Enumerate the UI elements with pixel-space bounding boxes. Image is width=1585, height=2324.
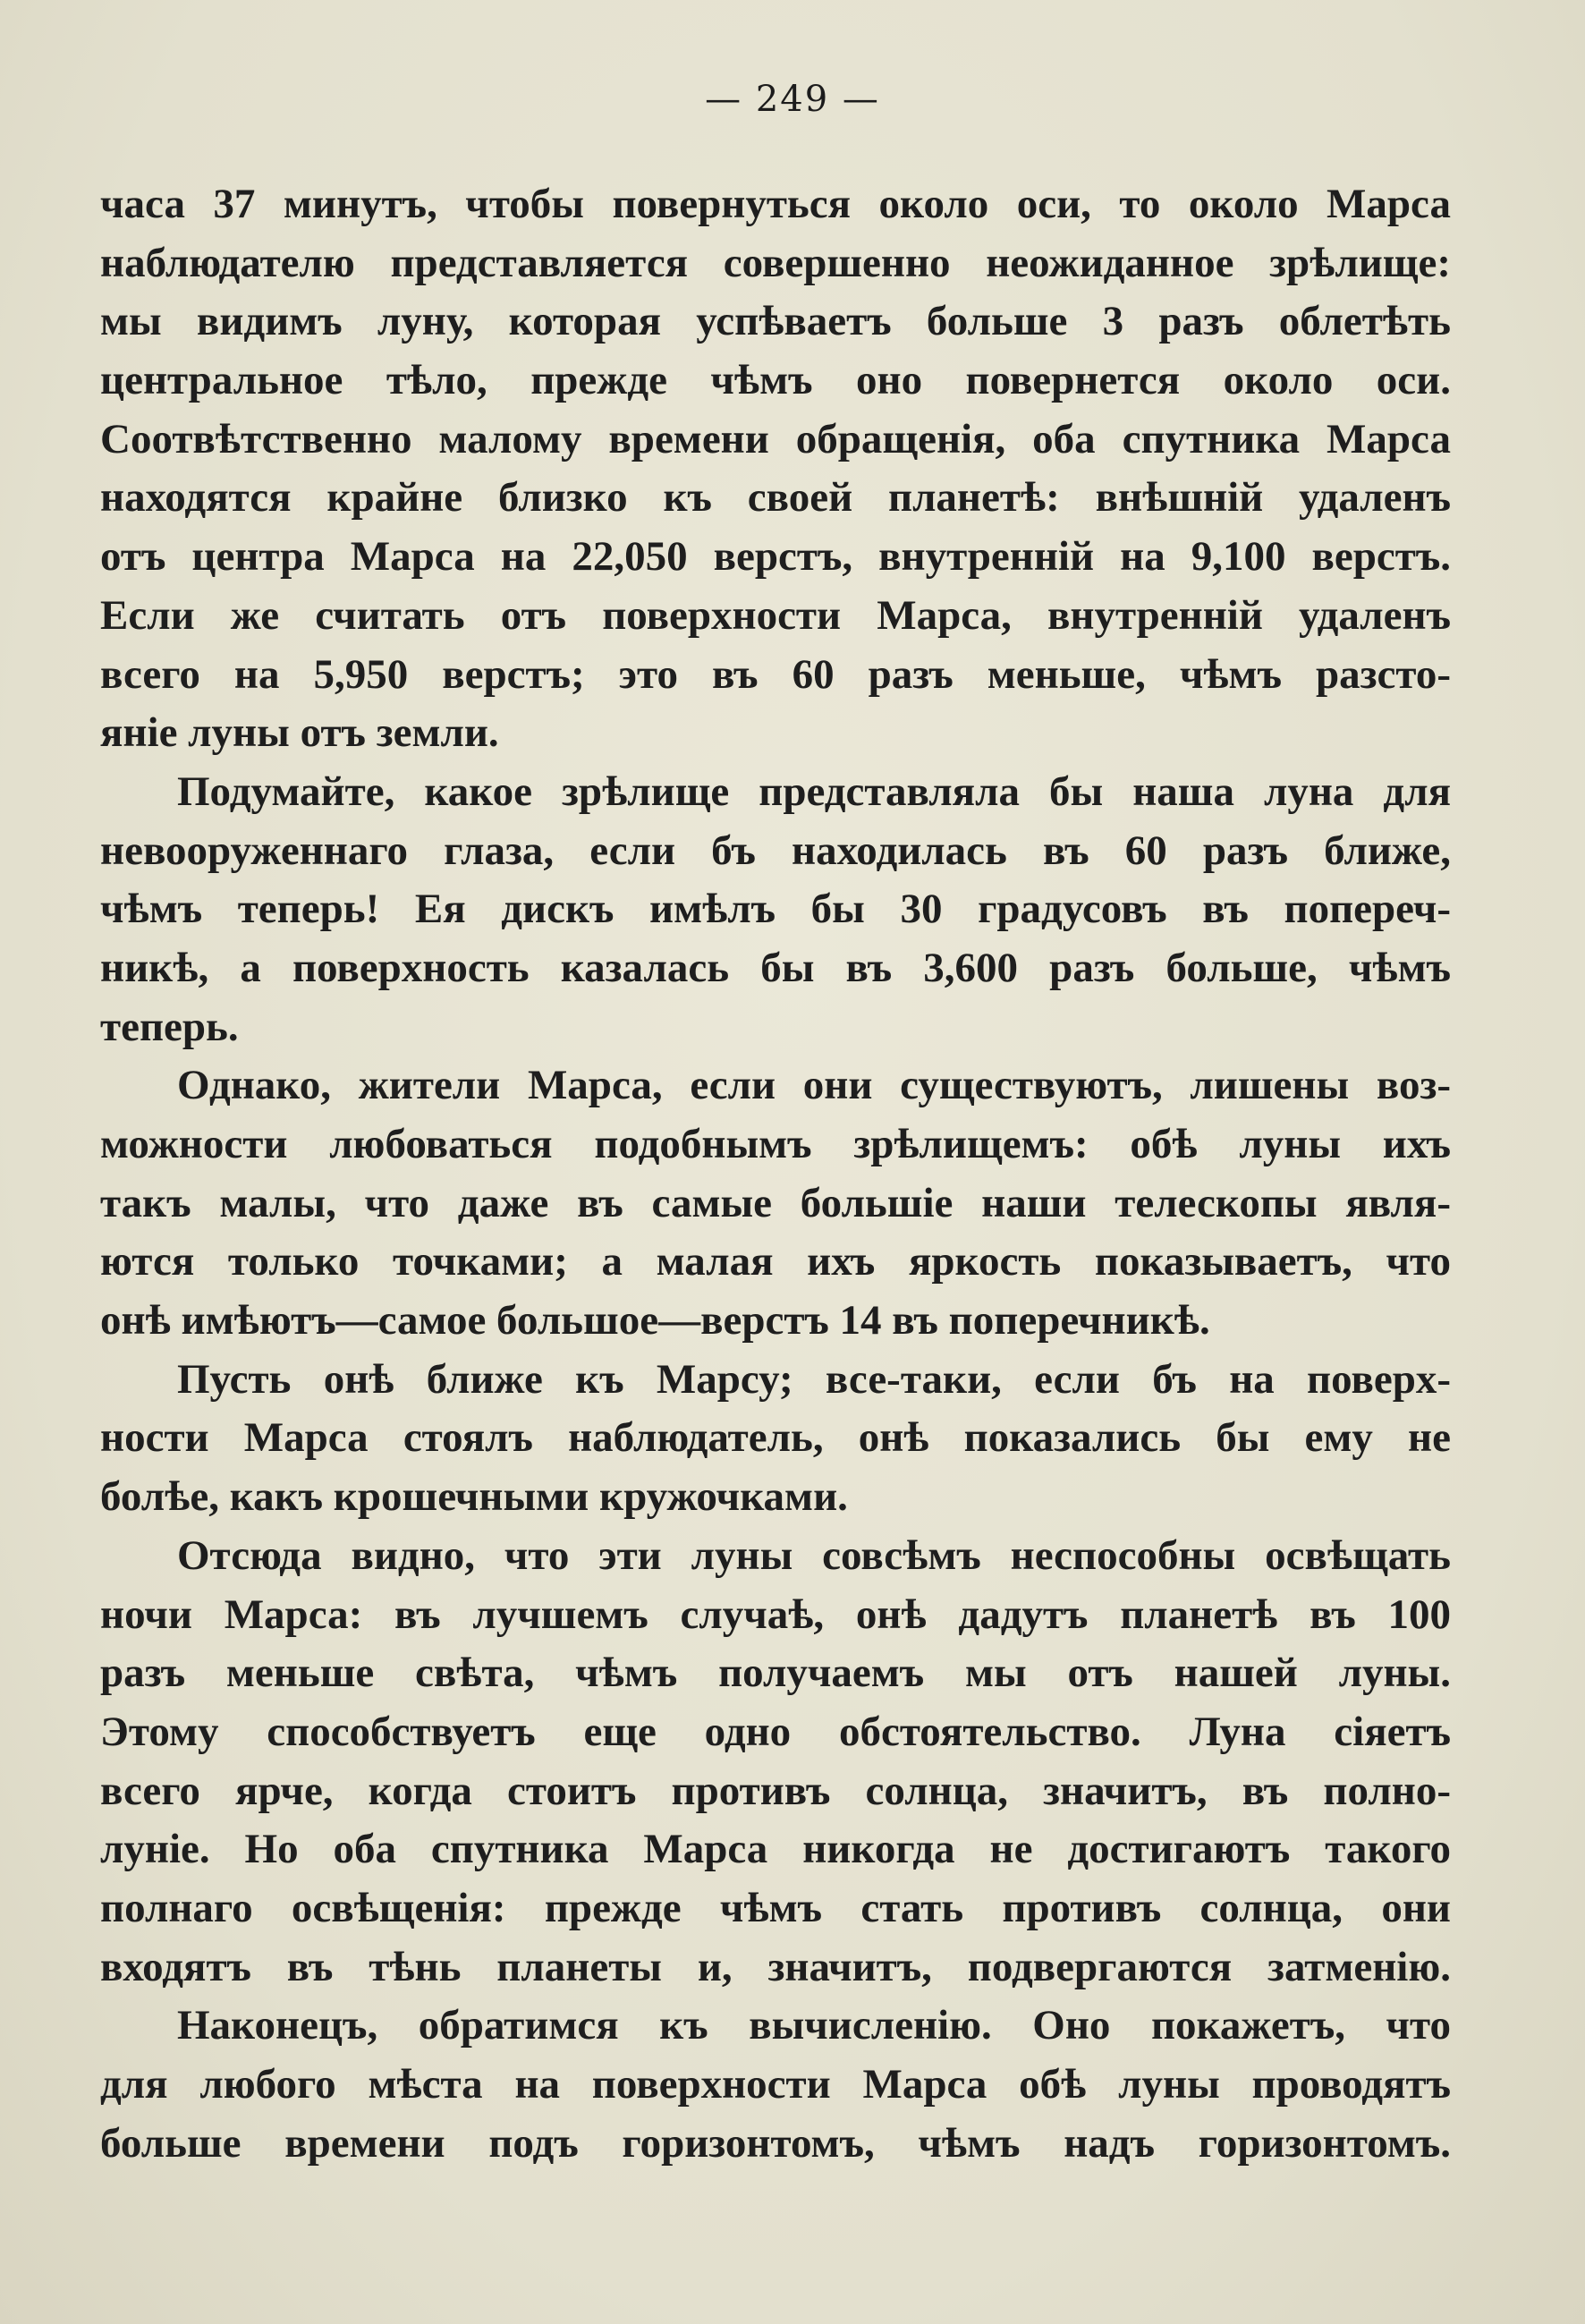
text-line: Этому способствуетъ еще одно обстоятельство. Луна сіяетъ — [100, 1708, 1451, 1755]
text-line: болѣе, какъ крошечными кружочками. — [100, 1473, 848, 1521]
text-line: всего на 5,950 верстъ; это въ 60 разъ меньше, чѣмъ разсто- — [100, 650, 1451, 698]
text-line: Соотвѣтственно малому времени обращенія, оба спутника Марса — [100, 415, 1451, 462]
text-line: можности любоваться подобнымъ зрѣлищемъ: обѣ луны ихъ — [100, 1121, 1451, 1167]
paragraph — [100, 1351, 1451, 1527]
text-line: онѣ имѣютъ—самое большое—верстъ 14 въ поперечникѣ. — [100, 1297, 1210, 1344]
text-line: полнаго освѣщенія: прежде чѣмъ стать противъ солнца, они — [100, 1884, 1451, 1931]
text-line: входятъ въ тѣнь планеты и, значитъ, подвергаются затменію. — [100, 1943, 1451, 1990]
text-line: Отсюда видно, что эти луны совсѣмъ неспособны освѣщать — [177, 1531, 1451, 1579]
text-line: луніе. Но оба спутника Марса никогда не достигаютъ такого — [100, 1826, 1451, 1873]
text-line: невооруженнаго глаза, если бъ находилась въ 60 разъ ближе, — [100, 827, 1451, 874]
paragraph — [100, 1527, 1451, 1997]
text-line: Однако, жители Марса, если они существуютъ, лишены воз- — [177, 1062, 1451, 1109]
text-line: ности Марса стоялъ наблюдатель, онѣ показались бы ему не — [100, 1414, 1451, 1462]
text-line: теперь. — [100, 1003, 239, 1050]
text-line: всего ярче, когда стоитъ противъ солнца, значитъ, въ полно- — [100, 1767, 1451, 1814]
text-line: Пусть онѣ ближе къ Марсу; все-таки, если бъ на поверх- — [177, 1355, 1451, 1403]
page-number: — 249 — — [705, 79, 880, 120]
text-line: яніе луны отъ земли. — [100, 709, 499, 757]
text-line: больше времени подъ горизонтомъ, чѣмъ надъ горизонтомъ. — [100, 2119, 1451, 2167]
text-line: никѣ, а поверхность казалась бы въ 3,600 разъ больше, чѣмъ — [100, 944, 1451, 991]
text-line: для любого мѣста на поверхности Марса обѣ луны проводятъ — [100, 2061, 1451, 2108]
text-line: ночи Марса: въ лучшемъ случаѣ, онѣ дадутъ планетѣ въ 100 — [100, 1590, 1451, 1638]
text-line: отъ центра Марса на 22,050 верстъ, внутренній на 9,100 верстъ. — [100, 533, 1451, 581]
paragraph — [100, 1056, 1451, 1350]
text-line: ются только точками; а малая ихъ яркость показываетъ, что — [100, 1238, 1451, 1285]
text-line: такъ малы, что даже въ самые большіе наши телескопы явля- — [100, 1179, 1451, 1226]
text-line: мы видимъ луну, которая успѣваетъ больше 3 разъ облетѣть — [100, 298, 1451, 345]
text-line: Подумайте, какое зрѣлище представляла бы наша луна для — [177, 768, 1451, 815]
paragraph — [100, 763, 1451, 1056]
text-line: Если же считать отъ поверхности Марса, внутренній удаленъ — [100, 591, 1451, 639]
text-line: чѣмъ теперь! Ея дискъ имѣлъ бы 30 градусовъ въ попереч- — [100, 886, 1451, 933]
paragraph — [100, 1997, 1451, 2173]
text-line: находятся крайне близко къ своей планетѣ: внѣшній удаленъ — [100, 474, 1451, 522]
body-text — [100, 175, 1451, 2173]
text-line: часа 37 минутъ, чтобы повернуться около оси, то около Марса — [100, 181, 1451, 227]
text-line: наблюдателю представляется совершенно неожиданное зрѣлище: — [100, 239, 1451, 286]
text-line: Наконецъ, обратимся къ вычисленію. Оно покажетъ, что — [177, 2002, 1451, 2049]
paragraph — [100, 175, 1451, 763]
text-line: разъ меньше свѣта, чѣмъ получаемъ мы отъ нашей луны. — [100, 1650, 1451, 1697]
text-line: центральное тѣло, прежде чѣмъ оно повернется около оси. — [100, 357, 1451, 404]
